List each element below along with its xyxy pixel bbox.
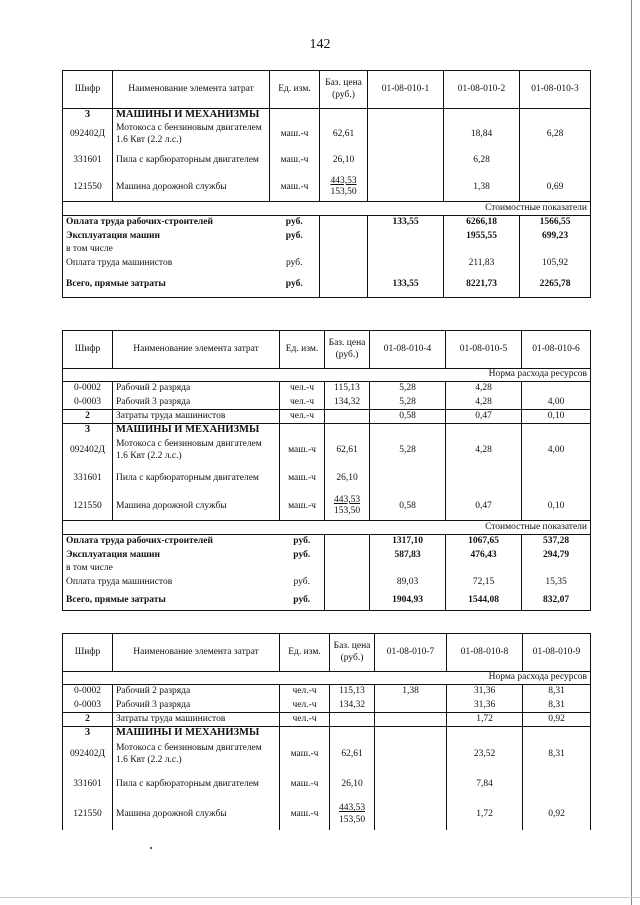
table-3	[62, 633, 591, 830]
header-unit: Ед. изм.	[280, 331, 325, 369]
table-row: Всего, прямые затраты руб. 1904,93 1544,08 832,07	[63, 591, 591, 611]
page-edge-line	[631, 0, 632, 905]
scan-speck	[150, 847, 152, 849]
table-row: 2 Затраты труда машинистов чел.-ч 0,58 0,47 0,10	[63, 410, 591, 424]
header-col: 01-08-010-6	[522, 331, 591, 369]
table-row: Всего, прямые затраты руб. 133,55 8221,73 2265,78	[63, 272, 591, 298]
table-row: 331601 Пила с карбюраторным двигателем маш.-ч 26,10	[63, 465, 591, 493]
table-row: 121550 Машина дорожной службы маш.-ч 443,53 153,50 1,72 0,92	[63, 800, 591, 830]
page-bottom-line	[0, 897, 640, 898]
section-code: 3	[63, 727, 113, 740]
table-row: 092402Д Мотокоса с бензиновым двигателем 1.6 Квт (2.2 л.с.) маш.-ч 62,61 18,84 6,28	[63, 122, 591, 148]
header-col: 01-08-010-9	[523, 634, 591, 672]
header-price: Баз. цена (руб.)	[325, 331, 370, 369]
table-row: Эксплуатация машин руб. 1955,55 699,23	[63, 230, 591, 244]
table-row: 0-0002 Рабочий 2 разряда чел.-ч 115,13 5,28 4,28	[63, 382, 591, 396]
table-2: Шифр Наименование элемента затрат Ед. изм. Баз. цена (руб.) 01-08-010-4 01-08-010-5 01-08-010-6 Норма расхода ресурсов 0-0002 Рабочий 2 разряда чел.-ч 115,13 5,28 4,28 0-0003 Рабочий 3 разряда чел.-ч 134,32 5,28 4,28 4,00 2 Затраты труда машинистов чел.-ч 0,58 0,47 0,10 3 МАШИНЫ И МЕХАНИЗМЫ 092402Д Мотокоса с бензиновым двигателем 1.6 Квт (2.2 л.с.) маш.-ч 62,61 5,28 4,28 4,00 331601 Пила с карбюраторным двигателем маш.-ч 26,10 121550 Машина дорожной службы маш.-ч 443,53 153,50 0,58 0,47 0,10 Стоимостные показатели Оплата труда рабочих-строителей руб. 1317,10 1067,65 537,28 Эксплуатация машин руб. 587,83 476,43 294,79 в том числе Оплата труда машинистов руб. 89,03 72,15 15,35 Всего, прямые затраты руб. 1904,93 1544,08 832,07	[62, 330, 591, 611]
table-row: 121550 Машина дорожной службы маш.-ч 443,53 153,50 0,58 0,47 0,10	[63, 493, 591, 521]
header-unit: Ед. изм.	[280, 634, 330, 672]
header-col: 01-08-010-3	[520, 71, 591, 109]
header-name: Наименование элемента затрат	[113, 331, 280, 369]
table-row: 092402Д Мотокоса с бензиновым двигателем 1.6 Квт (2.2 л.с.) маш.-ч 62,61 5,28 4,28 4,00	[63, 437, 591, 465]
header-col: 01-08-010-4	[370, 331, 446, 369]
table-row: 0-0003 Рабочий 3 разряда чел.-ч 134,32 5,28 4,28 4,00	[63, 396, 591, 410]
header-col: 01-08-010-8	[447, 634, 523, 672]
header-code: Шифр	[63, 331, 113, 369]
table-row: 092402Д Мотокоса с бензиновым двигателем 1.6 Квт (2.2 л.с.) маш.-ч 62,61 23,52 8,31	[63, 740, 591, 770]
table-row: Оплата труда рабочих-строителей руб. 1317,10 1067,65 537,28	[63, 535, 591, 549]
table-row: 0-0003 Рабочий 3 разряда чел.-ч 134,32 31,36 8,31	[63, 699, 591, 713]
header-col: 01-08-010-5	[446, 331, 522, 369]
table-row: 331601 Пила с карбюраторным двигателем маш.-ч 26,10 7,84	[63, 770, 591, 800]
header-col: 01-08-010-2	[444, 71, 520, 109]
table-row: 0-0002 Рабочий 2 разряда чел.-ч 115,13 1,38 31,36 8,31	[63, 685, 591, 699]
header-name: Наименование элемента затрат	[113, 71, 270, 109]
header-col: 01-08-010-1	[368, 71, 444, 109]
section-code: 3	[63, 109, 113, 122]
section-title: МАШИНЫ И МЕХАНИЗМЫ	[113, 727, 280, 740]
table-1: Шифр Наименование элемента затрат Ед. изм. Баз. цена (руб.) 01-08-010-1 01-08-010-2 01-08-010-3 3 МАШИНЫ И МЕХАНИЗМЫ 092402Д Мотокоса с бензиновым двигателем 1.6 Квт (2.2 л.с.) маш.-ч 62,61 18,84 6,28 331601 Пила с карбюраторным двигателем маш.-ч 26,10 6,28 121550 Машина дорожной службы маш.-ч 443,53 153,50 1,38 0,69 Стоимостные показатели Оплата труда рабочих-строителей руб. 133,55 6266,18 1566,55 Эксплуатация машин руб. 1955,55 699,23 в том числе Оплата труда машинистов руб. 211,83 105,92 Всего, прямые затраты руб. 133,55 8221,73 2265,78	[62, 70, 591, 298]
header-name: Наименование элемента затрат	[113, 634, 280, 672]
table-row: Оплата труда машинистов руб. 89,03 72,15 15,35	[63, 575, 591, 591]
header-col: 01-08-010-7	[375, 634, 447, 672]
table-row: 2 Затраты труда машинистов чел.-ч 1,72 0,92	[63, 713, 591, 727]
cost-label: Стоимостные показатели	[63, 202, 591, 216]
header-unit: Ед. изм.	[270, 71, 320, 109]
header-code: Шифр	[63, 634, 113, 672]
header-price: Баз. цена (руб.)	[330, 634, 375, 672]
header-code: Шифр	[63, 71, 113, 109]
norm-label: Норма расхода ресурсов	[63, 369, 591, 382]
table-row: Оплата труда рабочих-строителей руб. 133,55 6266,18 1566,55	[63, 216, 591, 230]
cost-label: Стоимостные показатели	[63, 521, 591, 535]
section-code: 3	[63, 424, 113, 437]
table-row: Оплата труда машинистов руб. 211,83 105,92	[63, 256, 591, 272]
section-title: МАШИНЫ И МЕХАНИЗМЫ	[113, 109, 270, 122]
table-row: 121550 Машина дорожной службы маш.-ч 443,53 153,50 1,38 0,69	[63, 174, 591, 202]
table-row: 331601 Пила с карбюраторным двигателем маш.-ч 26,10 6,28	[63, 148, 591, 174]
table-row: Эксплуатация машин руб. 587,83 476,43 294,79	[63, 549, 591, 563]
norm-label: Норма расхода ресурсов	[63, 672, 591, 685]
header-price: Баз. цена (руб.)	[320, 71, 368, 109]
page-number: 142	[309, 37, 331, 52]
section-title: МАШИНЫ И МЕХАНИЗМЫ	[113, 424, 280, 437]
